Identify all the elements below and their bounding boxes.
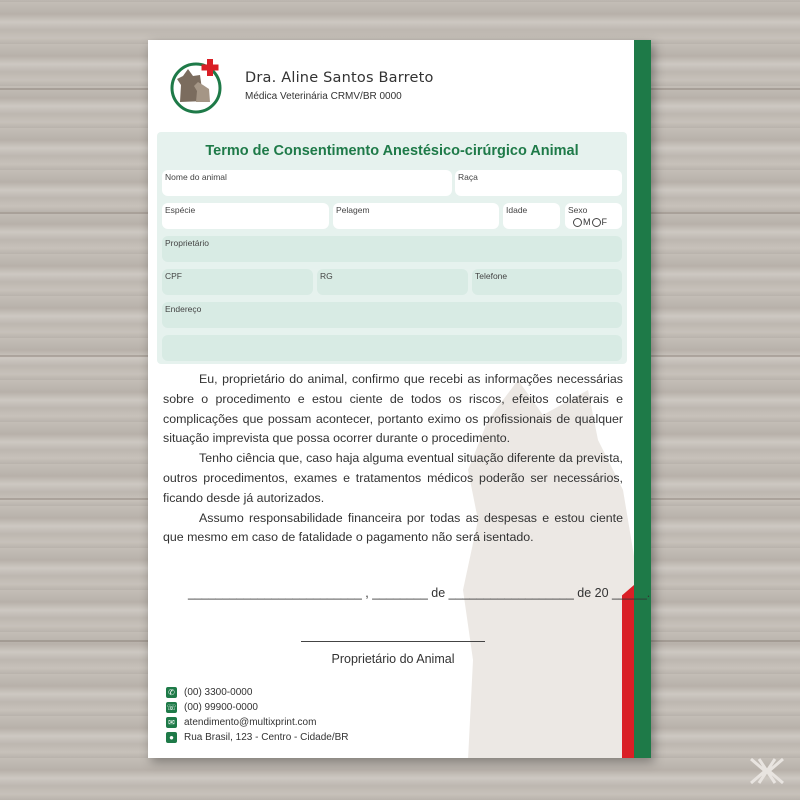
idade-label: Idade xyxy=(506,205,528,215)
consent-paragraph-3: Assumo responsabilidade financeira por todas as despesas e estou ciente que mesmo em caso de fatalidade o pagamento não será isentado. xyxy=(163,510,623,545)
contact-whatsapp-text: (00) 99900-0000 xyxy=(184,702,258,713)
consent-paragraph-2: Tenho ciência que, caso haja alguma eventual situação diferente da prevista, outros procedimentos, exames e tratamentos médicos poderão ser necessários, ficando desde já autorizados. xyxy=(163,451,623,505)
sexo-f-radio[interactable] xyxy=(592,218,601,227)
contact-phone xyxy=(166,685,349,700)
raca-field[interactable] xyxy=(455,170,622,196)
pelagem-field[interactable] xyxy=(333,203,499,229)
cpf-label: CPF xyxy=(165,271,182,281)
date-location-line[interactable]: _________________________ , ________ de __________________ de 20 _____. xyxy=(188,586,651,600)
raca-label: Raça xyxy=(458,172,478,182)
whatsapp-icon: ☏ xyxy=(166,702,177,712)
rg-label: RG xyxy=(320,271,333,281)
phone-icon: ✆ xyxy=(166,687,177,698)
green-side-stripe xyxy=(634,40,651,758)
consent-text xyxy=(163,370,623,548)
sexo-m-label: M xyxy=(583,217,591,227)
endereco-field-line2[interactable] xyxy=(162,335,622,361)
patient-form xyxy=(157,132,627,364)
signature-label: Proprietário do Animal xyxy=(331,652,455,666)
consent-paragraph-1: Eu, proprietário do animal, confirmo que recebi as informações necessárias sobre o procedimento e estou ciente de todos os riscos, efeitos colaterais e complicações que possam acontecer, portanto eximo os profissionais de qualquer situação imprevista que possa ocorrer durante o procedimento. xyxy=(163,372,623,446)
pelagem-label: Pelagem xyxy=(336,205,370,215)
signature-line[interactable] xyxy=(301,641,485,642)
sexo-f-label: F xyxy=(601,217,607,227)
sexo-m-radio[interactable] xyxy=(573,218,582,227)
red-side-stripe xyxy=(622,585,634,758)
cpf-field[interactable] xyxy=(162,269,313,295)
rg-field[interactable] xyxy=(317,269,468,295)
especie-label: Espécie xyxy=(165,205,196,215)
contact-list xyxy=(166,685,349,745)
doctor-name: Dra. Aline Santos Barreto xyxy=(245,70,434,86)
telefone-label: Telefone xyxy=(475,271,508,281)
brand-x-logo-icon xyxy=(747,756,787,786)
contact-whatsapp xyxy=(166,700,349,715)
contact-email-text: atendimento@multixprint.com xyxy=(184,717,317,728)
endereco-field[interactable] xyxy=(162,302,622,328)
contact-phone-text: (00) 3300-0000 xyxy=(184,687,253,698)
proprietario-label: Proprietário xyxy=(165,238,209,248)
contact-address-text: Rua Brasil, 123 - Centro - Cidade/BR xyxy=(184,732,349,743)
sexo-label: Sexo xyxy=(568,205,588,215)
endereco-label: Endereço xyxy=(165,304,202,314)
location-pin-icon: ● xyxy=(166,732,177,743)
telefone-field[interactable] xyxy=(472,269,622,295)
nome-animal-field[interactable] xyxy=(162,170,452,196)
sexo-field xyxy=(565,203,622,229)
form-sheet xyxy=(148,40,651,758)
contact-email xyxy=(166,715,349,730)
vet-logo-icon xyxy=(166,55,228,117)
sexo-options xyxy=(573,217,607,227)
form-title: Termo de Consentimento Anestésico-cirúrgico Animal xyxy=(205,143,579,159)
email-icon: ✉ xyxy=(166,717,177,728)
contact-address xyxy=(166,730,349,745)
nome-animal-label: Nome do animal xyxy=(165,172,227,182)
especie-field[interactable] xyxy=(162,203,329,229)
proprietario-field[interactable] xyxy=(162,236,622,262)
doctor-registration: Médica Veterinária CRMV/BR 0000 xyxy=(245,91,402,102)
idade-field[interactable] xyxy=(503,203,560,229)
